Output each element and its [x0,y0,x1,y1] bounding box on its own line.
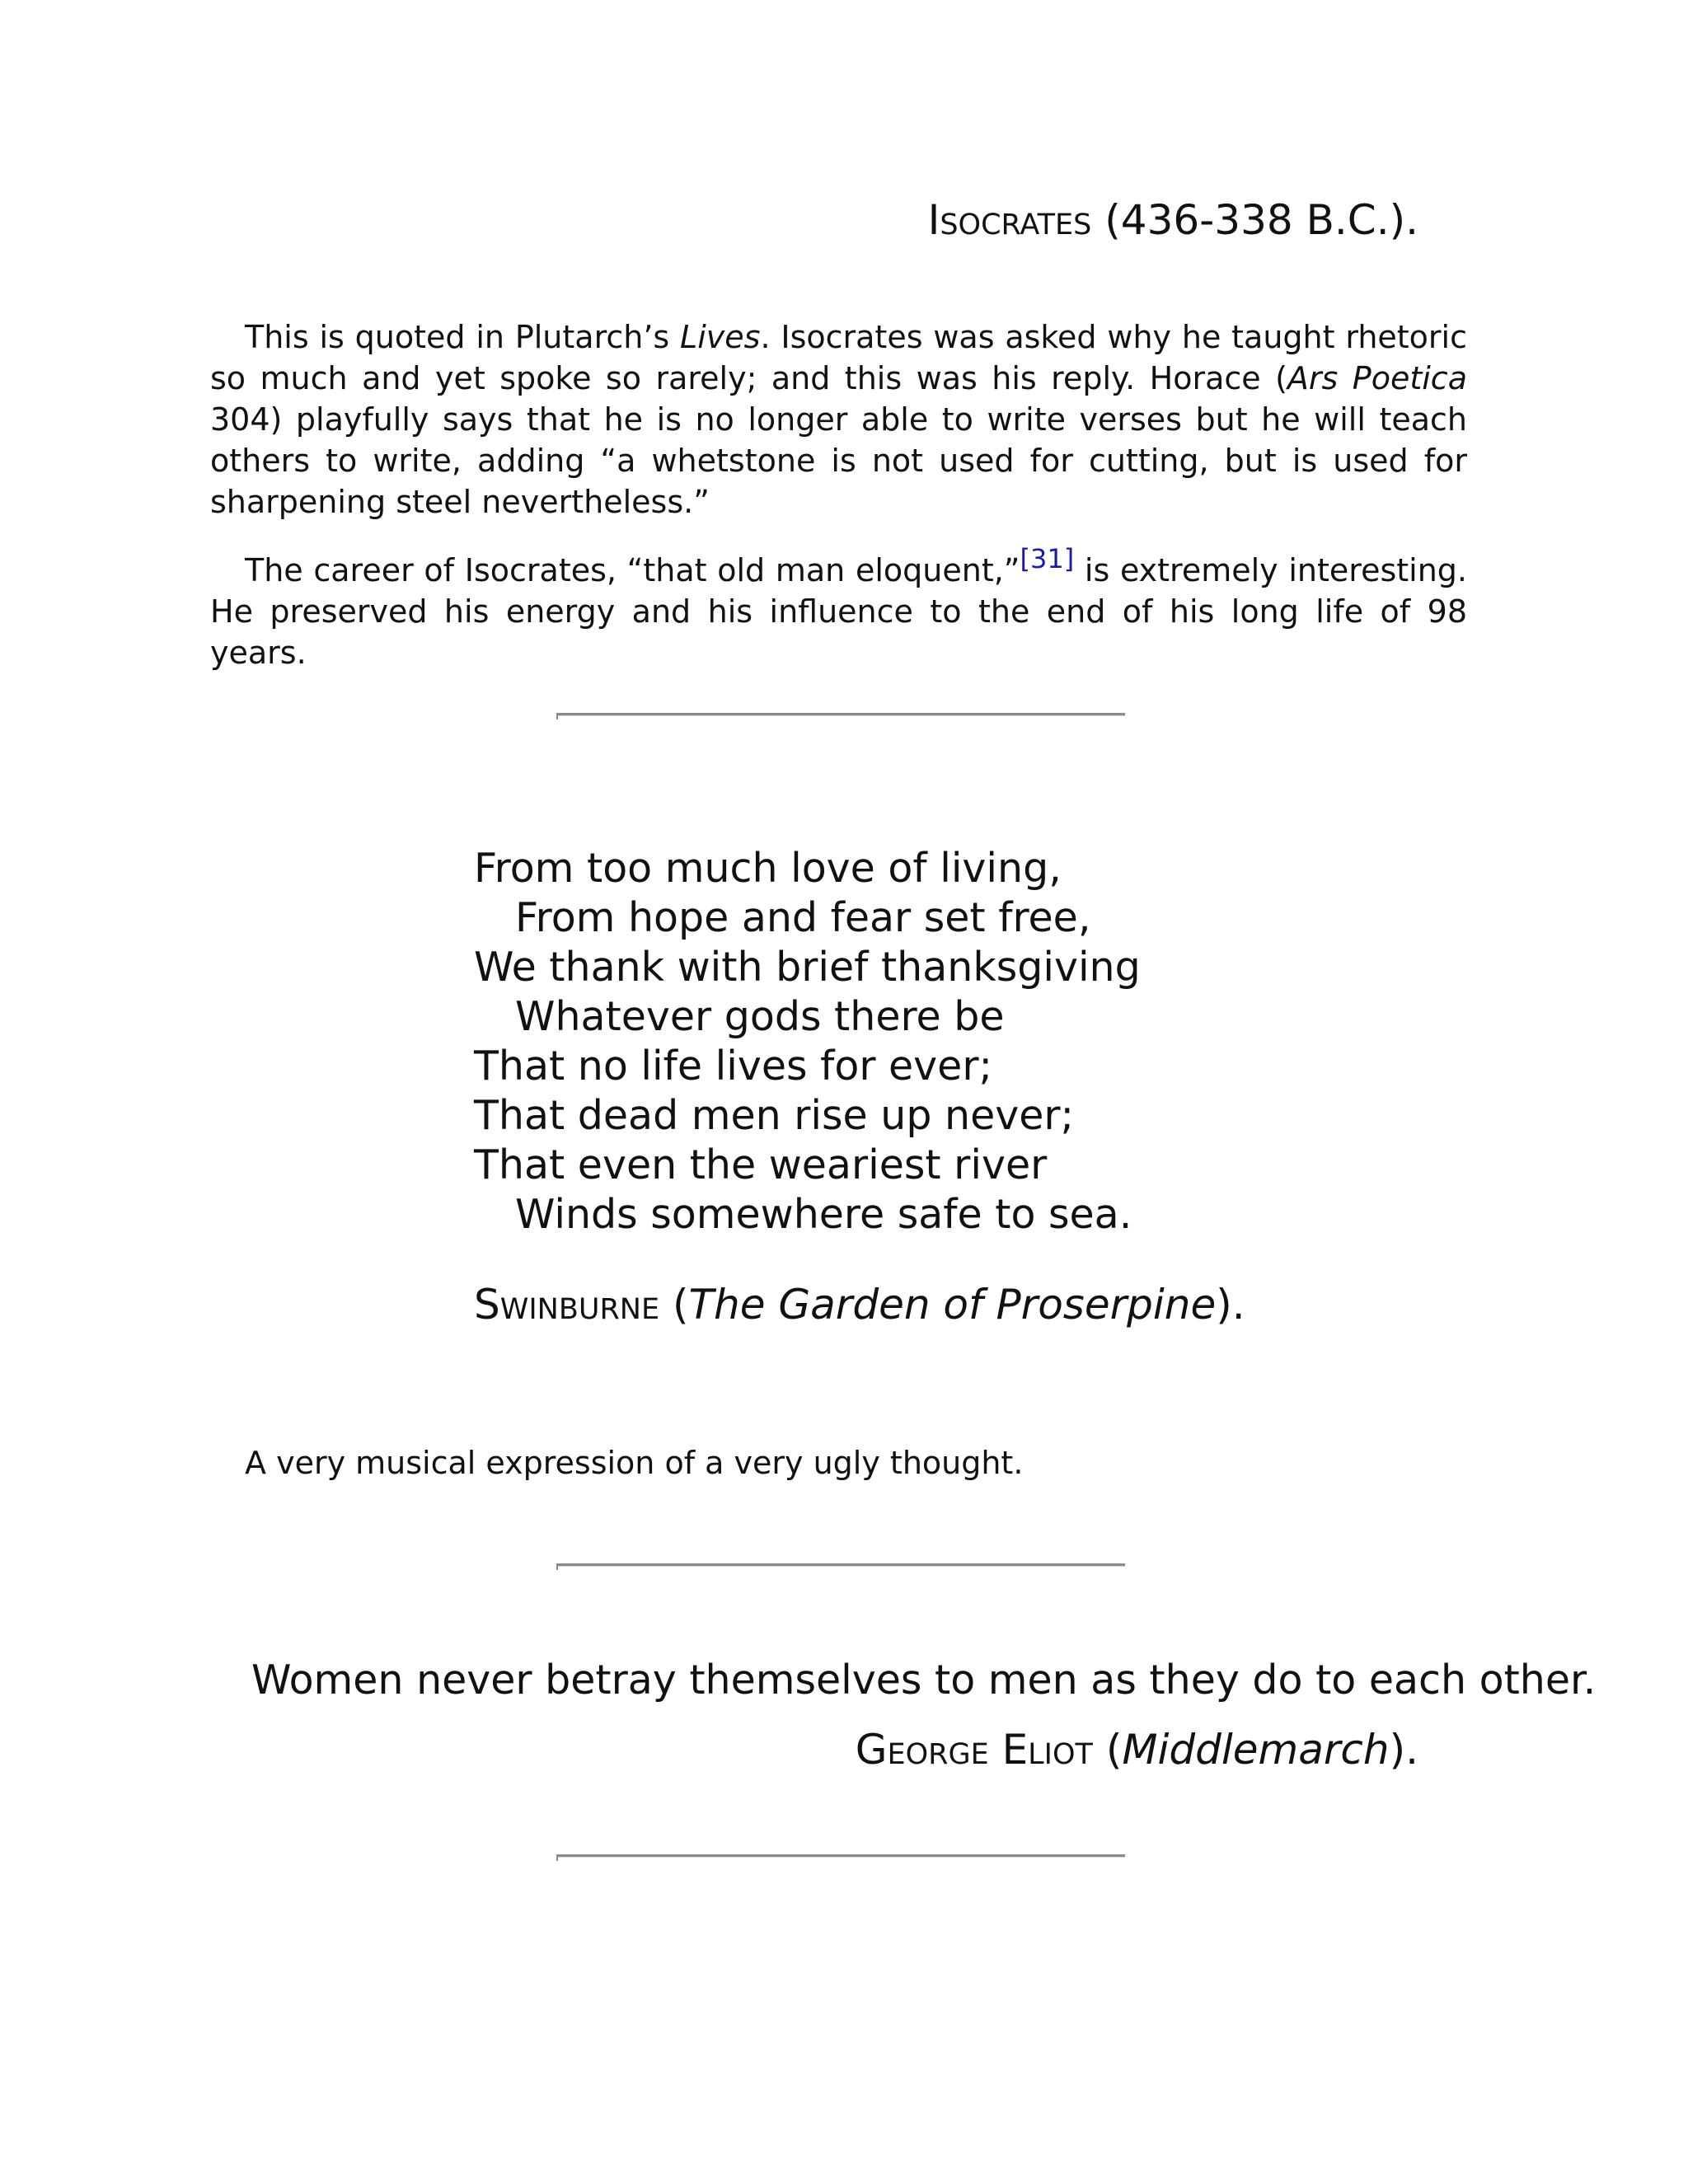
poem [474,844,1141,1240]
paragraph-text: 304) playfully says that he is no longer able to write verses but he will teach others to write, adding “a whetstone is not used for cutting, but is used for sharpening steel nevertheless.” [210,401,1467,520]
poem-line: We thank with brief thanksgiving [474,944,1141,991]
attribution-punct: ( [659,1281,689,1329]
work-title: Ars Poetica [1287,360,1467,396]
poem-line: Winds somewhere safe to sea. [515,1191,1132,1238]
attribution-punct: ( [1092,1726,1123,1774]
attribution-punct: ). [1216,1281,1245,1329]
attribution-dates: (436-338 B.C.). [1104,196,1418,244]
section-divider [556,1563,1125,1567]
isocrates-attribution [928,195,1418,245]
paragraph-text: The career of Isocrates, “that old man eloquent,” [245,552,1020,588]
attribution-author: George Eliot [855,1726,1093,1774]
paragraph-text: is extremely interesting. He preserved his energy and his influence to the end of his long life of 98 years. [210,552,1467,671]
work-title: Lives [680,319,761,355]
eliot-attribution [856,1725,1418,1774]
poem-line: That no life lives for ever; [474,1043,992,1090]
poem-line: That even the weariest river [474,1141,1048,1188]
poem-line: From hope and fear set free, [515,894,1091,941]
quotation: Women never betray themselves to men as they do to each other. [251,1657,1597,1704]
commentary-paragraph-1 [210,316,1467,523]
swinburne-attribution [474,1280,1245,1329]
work-title: The Garden of Proserpine [688,1281,1217,1329]
work-title: Middlemarch [1122,1726,1390,1774]
section-divider [556,713,1125,716]
attribution-author: Isocrates [927,196,1092,244]
poem-line: That dead men rise up never; [474,1092,1075,1139]
footnote-link[interactable]: [31] [1020,543,1075,574]
poem-line: Whatever gods there be [515,993,1005,1040]
attribution-author: Swinburne [474,1281,660,1329]
poem-line: From too much love of living, [474,845,1062,892]
commentary-remark: A very musical expression of a very ugly thought. [245,1445,1024,1481]
section-divider [556,1854,1125,1858]
commentary-paragraph-2 [210,543,1467,673]
attribution-punct: ). [1389,1726,1418,1774]
paragraph-text: This is quoted in Plutarch’s [245,319,681,355]
paragraph-text: . Isocrates was asked why he taught rhetoric so much and yet spoke so rarely; and this was his reply. Horace ( [210,319,1468,396]
